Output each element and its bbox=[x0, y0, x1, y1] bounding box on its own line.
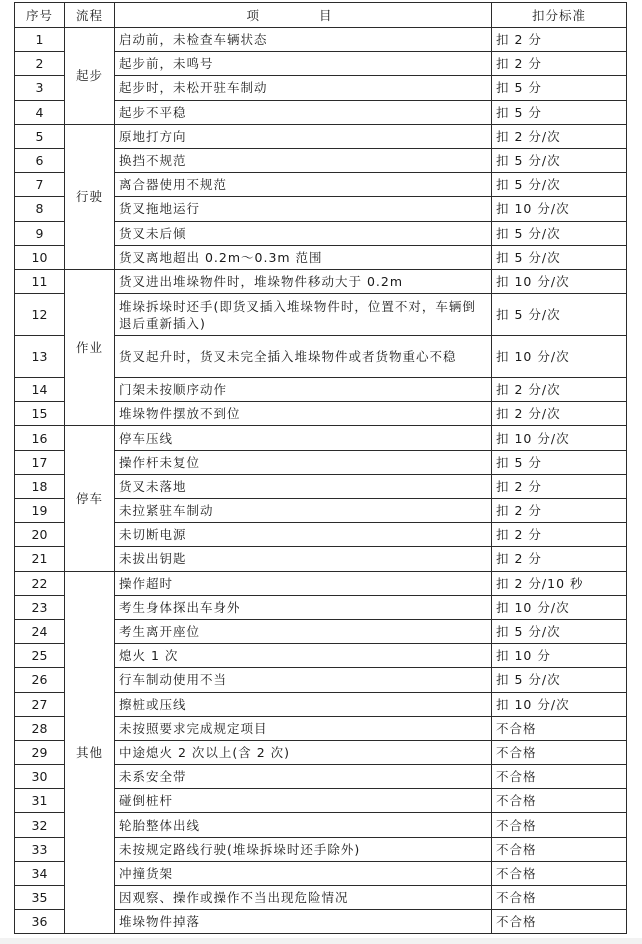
item-cell: 熄火 1 次 bbox=[115, 644, 492, 668]
deduction-cell: 扣 10 分/次 bbox=[492, 197, 627, 221]
row-number-cell: 18 bbox=[15, 474, 65, 498]
item-cell: 考生离开座位 bbox=[115, 619, 492, 643]
item-cell: 启动前，未检查车辆状态 bbox=[115, 28, 492, 52]
deduction-cell: 扣 2 分/次 bbox=[492, 402, 627, 426]
table-row bbox=[15, 28, 627, 52]
row-number-cell: 14 bbox=[15, 378, 65, 402]
table-row bbox=[15, 124, 627, 148]
deduction-cell: 扣 10 分/次 bbox=[492, 269, 627, 293]
item-cell: 行车制动使用不当 bbox=[115, 668, 492, 692]
item-cell: 碰倒桩杆 bbox=[115, 789, 492, 813]
row-number-cell: 3 bbox=[15, 76, 65, 100]
deduction-cell: 扣 5 分 bbox=[492, 450, 627, 474]
row-number-cell: 33 bbox=[15, 837, 65, 861]
item-cell: 货叉起升时，货叉未完全插入堆垛物件或者货物重心不稳 bbox=[115, 336, 492, 378]
deduction-cell: 不合格 bbox=[492, 886, 627, 910]
item-cell: 停车压线 bbox=[115, 426, 492, 450]
deduction-cell: 扣 2 分 bbox=[492, 474, 627, 498]
item-cell: 中途熄火 2 次以上(含 2 次) bbox=[115, 740, 492, 764]
deduction-cell: 扣 2 分/10 秒 bbox=[492, 571, 627, 595]
row-number-cell: 16 bbox=[15, 426, 65, 450]
row-number-cell: 26 bbox=[15, 668, 65, 692]
item-cell: 货叉未后倾 bbox=[115, 221, 492, 245]
deduction-cell: 不合格 bbox=[492, 765, 627, 789]
deduction-cell: 扣 10 分/次 bbox=[492, 595, 627, 619]
row-number-cell: 6 bbox=[15, 148, 65, 172]
table-row bbox=[15, 269, 627, 293]
item-cell: 擦桩或压线 bbox=[115, 692, 492, 716]
deduction-cell: 扣 2 分 bbox=[492, 28, 627, 52]
table-header-row bbox=[15, 3, 627, 28]
item-cell: 起步时，未松开驻车制动 bbox=[115, 76, 492, 100]
row-number-cell: 21 bbox=[15, 547, 65, 571]
deduction-cell: 不合格 bbox=[492, 716, 627, 740]
item-cell: 因观察、操作或操作不当出现危险情况 bbox=[115, 886, 492, 910]
item-cell: 未拔出钥匙 bbox=[115, 547, 492, 571]
deduction-cell: 扣 2 分 bbox=[492, 547, 627, 571]
item-cell: 未按规定路线行驶(堆垛拆垛时还手除外) bbox=[115, 837, 492, 861]
row-number-cell: 23 bbox=[15, 595, 65, 619]
process-cell: 行驶 bbox=[65, 124, 115, 269]
row-number-cell: 24 bbox=[15, 619, 65, 643]
row-number-cell: 28 bbox=[15, 716, 65, 740]
deduction-cell: 扣 5 分/次 bbox=[492, 245, 627, 269]
row-number-cell: 10 bbox=[15, 245, 65, 269]
item-cell: 考生身体探出车身外 bbox=[115, 595, 492, 619]
deduction-cell: 不合格 bbox=[492, 740, 627, 764]
deduction-cell: 不合格 bbox=[492, 861, 627, 885]
deduction-cell: 扣 5 分/次 bbox=[492, 221, 627, 245]
row-number-cell: 29 bbox=[15, 740, 65, 764]
item-cell: 原地打方向 bbox=[115, 124, 492, 148]
item-cell: 离合器使用不规范 bbox=[115, 173, 492, 197]
process-cell: 作业 bbox=[65, 269, 115, 426]
deduction-cell: 扣 10 分/次 bbox=[492, 336, 627, 378]
item-cell: 操作超时 bbox=[115, 571, 492, 595]
row-number-cell: 30 bbox=[15, 765, 65, 789]
header-item: 项 目 bbox=[115, 3, 492, 28]
item-cell: 操作杆未复位 bbox=[115, 450, 492, 474]
row-number-cell: 20 bbox=[15, 523, 65, 547]
header-standard: 扣分标准 bbox=[492, 3, 627, 28]
item-cell: 换挡不规范 bbox=[115, 148, 492, 172]
row-number-cell: 31 bbox=[15, 789, 65, 813]
row-number-cell: 12 bbox=[15, 294, 65, 336]
row-number-cell: 8 bbox=[15, 197, 65, 221]
row-number-cell: 34 bbox=[15, 861, 65, 885]
row-number-cell: 35 bbox=[15, 886, 65, 910]
row-number-cell: 1 bbox=[15, 28, 65, 52]
item-cell: 起步不平稳 bbox=[115, 100, 492, 124]
deduction-cell: 扣 10 分/次 bbox=[492, 426, 627, 450]
row-number-cell: 17 bbox=[15, 450, 65, 474]
deduction-cell: 扣 5 分/次 bbox=[492, 619, 627, 643]
deduction-cell: 扣 5 分 bbox=[492, 100, 627, 124]
process-cell: 起步 bbox=[65, 28, 115, 125]
process-cell: 停车 bbox=[65, 426, 115, 571]
deduction-cell: 扣 2 分 bbox=[492, 52, 627, 76]
item-cell: 货叉离地超出 0.2m～0.3m 范围 bbox=[115, 245, 492, 269]
deduction-cell: 扣 10 分/次 bbox=[492, 692, 627, 716]
item-cell: 堆垛物件摆放不到位 bbox=[115, 402, 492, 426]
item-cell: 货叉未落地 bbox=[115, 474, 492, 498]
row-number-cell: 5 bbox=[15, 124, 65, 148]
deduction-cell: 不合格 bbox=[492, 813, 627, 837]
deduction-cell: 扣 2 分/次 bbox=[492, 124, 627, 148]
process-cell: 其他 bbox=[65, 571, 115, 934]
item-cell: 堆垛拆垛时还手(即货叉插入堆垛物件时，位置不对，车辆倒退后重新插入) bbox=[115, 294, 492, 336]
table-body bbox=[15, 28, 627, 934]
deduction-cell: 扣 5 分/次 bbox=[492, 148, 627, 172]
deduction-cell: 扣 5 分 bbox=[492, 76, 627, 100]
deduction-cell: 扣 5 分/次 bbox=[492, 294, 627, 336]
scoring-sheet bbox=[14, 2, 626, 934]
item-cell: 门架未按顺序动作 bbox=[115, 378, 492, 402]
header-process: 流程 bbox=[65, 3, 115, 28]
row-number-cell: 4 bbox=[15, 100, 65, 124]
deduction-cell: 扣 2 分 bbox=[492, 499, 627, 523]
table-row bbox=[15, 426, 627, 450]
item-cell: 起步前，未鸣号 bbox=[115, 52, 492, 76]
row-number-cell: 25 bbox=[15, 644, 65, 668]
item-cell: 未切断电源 bbox=[115, 523, 492, 547]
row-number-cell: 22 bbox=[15, 571, 65, 595]
row-number-cell: 15 bbox=[15, 402, 65, 426]
deduction-cell: 扣 5 分/次 bbox=[492, 668, 627, 692]
row-number-cell: 9 bbox=[15, 221, 65, 245]
row-number-cell: 32 bbox=[15, 813, 65, 837]
deduction-cell: 不合格 bbox=[492, 910, 627, 934]
deduction-cell: 不合格 bbox=[492, 837, 627, 861]
item-cell: 未系安全带 bbox=[115, 765, 492, 789]
item-cell: 堆垛物件掉落 bbox=[115, 910, 492, 934]
item-cell: 未拉紧驻车制动 bbox=[115, 499, 492, 523]
row-number-cell: 19 bbox=[15, 499, 65, 523]
row-number-cell: 11 bbox=[15, 269, 65, 293]
header-no: 序号 bbox=[15, 3, 65, 28]
deduction-cell: 扣 5 分/次 bbox=[492, 173, 627, 197]
deduction-cell: 扣 2 分/次 bbox=[492, 378, 627, 402]
item-cell: 冲撞货架 bbox=[115, 861, 492, 885]
row-number-cell: 27 bbox=[15, 692, 65, 716]
deduction-cell: 扣 10 分 bbox=[492, 644, 627, 668]
item-cell: 货叉拖地运行 bbox=[115, 197, 492, 221]
deduction-cell: 不合格 bbox=[492, 789, 627, 813]
item-cell: 货叉进出堆垛物件时，堆垛物件移动大于 0.2m bbox=[115, 269, 492, 293]
table-row bbox=[15, 571, 627, 595]
row-number-cell: 36 bbox=[15, 910, 65, 934]
row-number-cell: 13 bbox=[15, 336, 65, 378]
row-number-cell: 2 bbox=[15, 52, 65, 76]
deduction-cell: 扣 2 分 bbox=[492, 523, 627, 547]
item-cell: 未按照要求完成规定项目 bbox=[115, 716, 492, 740]
page-bottom-edge bbox=[0, 938, 642, 944]
scoring-table bbox=[14, 2, 627, 934]
row-number-cell: 7 bbox=[15, 173, 65, 197]
item-cell: 轮胎整体出线 bbox=[115, 813, 492, 837]
